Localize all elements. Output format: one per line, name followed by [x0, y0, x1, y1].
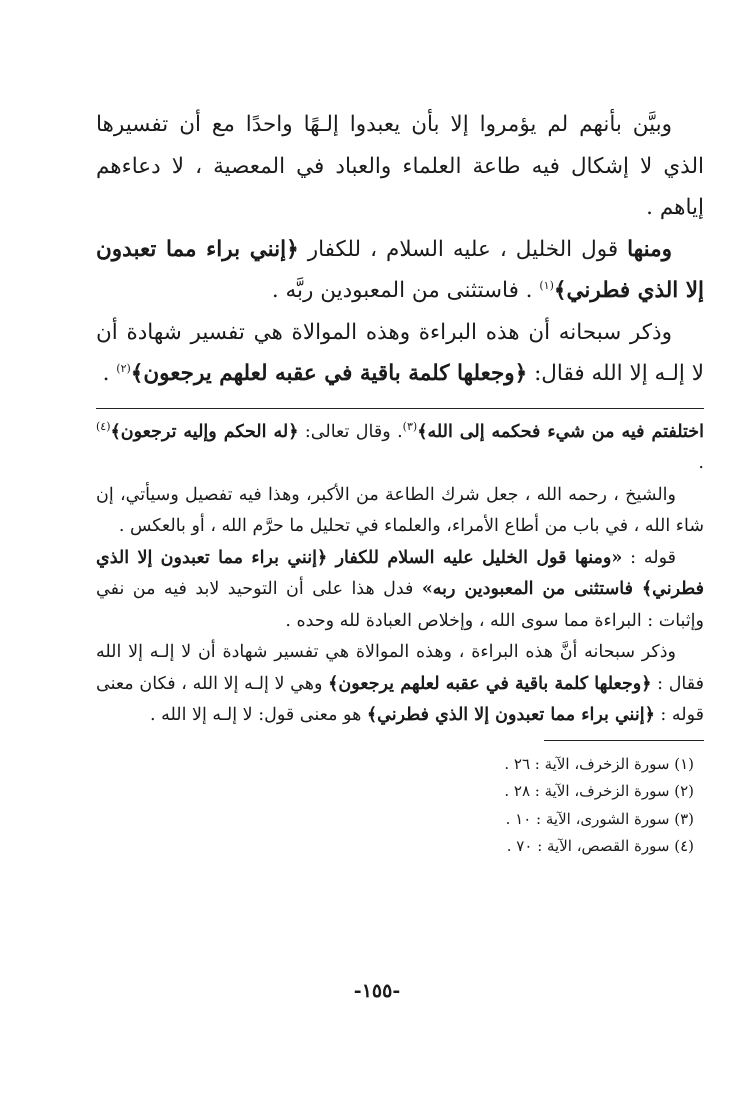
- commentary-paragraph-1-tail: .: [698, 453, 704, 473]
- main-paragraph-3-text: وذكر سبحانه أن هذه البراءة وهذه الموالاة هي تفسير شهادة أن لا إلـه إلا الله فقال:: [96, 319, 704, 386]
- footnote-ref-1: (١): [539, 278, 554, 292]
- footnote-2: (٢) سورة الزخرف، الآية : ٢٨ .: [504, 782, 694, 800]
- main-paragraph-2-lead: ومنها: [627, 236, 672, 262]
- commentary-quote: «ومنها قول الخليل عليه السلام للكفار ﴿إنني براء مما تعبدون إلا الذي فطرني﴾ فاستثنى من المعبودين ربه»: [96, 547, 704, 599]
- page-number: -١٥٥-: [353, 980, 401, 1002]
- quran-verse-1: ﴿إنني براء مما تعبدون إلا الذي فطرني﴾: [96, 236, 704, 303]
- commentary-paragraph-4-text-2: وهي لا إلـه إلا الله ، فكان معنى قوله :: [96, 673, 704, 725]
- commentary-verse-1: اختلفتم فيه من شيء فحكمه إلى الله﴾: [417, 421, 704, 442]
- commentary-paragraph-4-text-1: وذكر سبحانه أنَّ هذه البراءة ، وهذه الموالاة هي تفسير شهادة أن لا إلـه إلا الله فقال :: [96, 642, 704, 694]
- page: [96, 104, 704, 1108]
- commentary-paragraph-1-mid: . وقال تعالى:: [298, 421, 403, 442]
- commentary-verse-2: ﴿له الحكم وإليه ترجعون﴾: [110, 421, 299, 442]
- commentary-verse-4: ﴿إنني براء مما تعبدون إلا الذي فطرني﴾: [366, 705, 655, 725]
- main-paragraph-1-text: وبيَّن بأنهم لم يؤمروا إلا بأن يعبدوا إلـهًا واحدًا مع أن تفسيرها الذي لا إشكال فيه طاعة العلماء والعباد في المعصية ، لا دعاءهم إياهم .: [96, 112, 704, 220]
- commentary-paragraph-4: [96, 637, 704, 732]
- quran-verse-2: ﴿وجعلها كلمة باقية في عقبه لعلهم يرجعون﴾: [130, 361, 528, 386]
- main-paragraph-2: [96, 229, 704, 312]
- main-paragraph-3: [96, 312, 704, 395]
- footnote-ref-3: (٣): [402, 419, 418, 433]
- commentary-paragraph-3-lead: قوله :: [622, 547, 676, 568]
- footnote-divider: [544, 740, 704, 741]
- commentary-paragraph-2-text: والشيخ ، رحمه الله ، جعل شرك الطاعة من الأكبر، وهذا فيه تفصيل وسيأتي، إن شاء الله ، في باب من أطاع الأمراء، والعلماء في تحليل ما حرَّم الله ، أو بالعكس .: [96, 484, 704, 536]
- section-divider: [96, 408, 704, 409]
- commentary-paragraph-3-tail: فدل هذا على أن التوحيد لابد فيه من نفي وإثبات : البراءة مما سوى الله ، وإخلاص العبادة لله وحده .: [96, 579, 704, 631]
- commentary-paragraph-4-text-3: هو معنى قول: لا إلـه إلا الله .: [149, 705, 367, 725]
- commentary-verse-3: ﴿وجعلها كلمة باقية في عقبه لعلهم يرجعون﴾: [328, 673, 652, 694]
- commentary-paragraph-1: [96, 417, 704, 480]
- main-text: [96, 104, 704, 395]
- footnote-1: (١) سورة الزخرف، الآية : ٢٦ .: [504, 754, 694, 773]
- main-paragraph-3-tail: .: [102, 361, 117, 386]
- commentary: [96, 417, 704, 732]
- footnote-ref-4: (٤): [96, 419, 111, 433]
- footnotes: [96, 751, 704, 861]
- main-paragraph-1: [96, 104, 704, 229]
- footnote-4: (٤) سورة القصص، الآية : ٧٠ .: [506, 837, 694, 855]
- footnote-3: (٣) سورة الشورى، الآية : ١٠ .: [505, 809, 694, 828]
- commentary-paragraph-2: [96, 480, 704, 543]
- main-paragraph-2-tail: . فاستثنى من المعبودين ربَّه .: [271, 278, 540, 303]
- footnote-ref-2: (٢): [116, 361, 131, 375]
- main-paragraph-2-text: قول الخليل ، عليه السلام ، للكفار: [298, 236, 628, 262]
- commentary-paragraph-3: [96, 543, 704, 638]
